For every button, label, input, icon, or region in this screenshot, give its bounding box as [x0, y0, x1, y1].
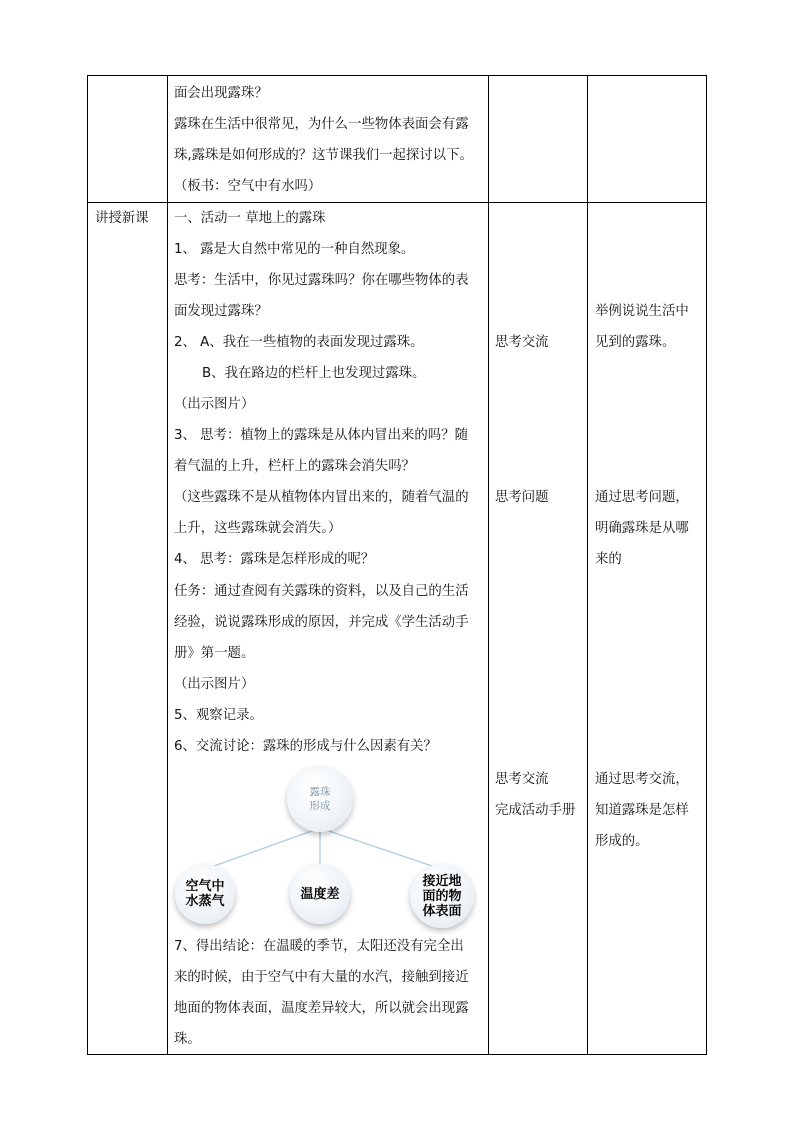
design-intent-line: 通过思考交流， [595, 772, 689, 787]
content-line: 地面的物体表面，温度差异较大，所以就会出现露 [174, 1001, 469, 1016]
design-intent-line: 形成的。 [595, 834, 649, 849]
diagram-node-label: 接近地 面的物 体表面 [422, 873, 462, 919]
design-intent-line: 见到的露珠。 [595, 335, 676, 350]
design-intent-line: 明确露珠是从哪 [595, 521, 689, 536]
content-line: 面会出现露珠？ [174, 86, 268, 101]
table-border-bottom [87, 1054, 707, 1055]
content-line: B、我在路边的栏杆上也发现过露珠。 [202, 366, 426, 381]
design-intent-line: 知道露珠是怎样 [595, 803, 689, 818]
content-line: 2、 A、我在一些植物的表面发现过露珠。 [174, 335, 424, 350]
diagram-center-label: 露珠 形成 [309, 786, 331, 812]
table-column-divider [488, 75, 489, 1055]
content-line: （这些露珠不是从植物体内冒出来的，随着气温的 [174, 490, 469, 505]
content-line: 思考：生活中，你见过露珠吗？你在哪些物体的表 [174, 273, 469, 288]
table-column-divider [167, 75, 168, 1055]
table-border-left [87, 75, 88, 1055]
content-line: 来的时候，由于空气中有大量的水汽，接触到接近 [174, 970, 469, 985]
content-line: 任务：通过查阅有关露珠的资料，以及自己的生活 [174, 584, 469, 599]
diagram-node [290, 864, 350, 924]
dew-formation-diagram [170, 762, 488, 932]
content-line: 一、活动一 草地上的露珠 [174, 211, 326, 226]
design-intent-line: 来的 [595, 552, 622, 567]
table-border-top [87, 75, 707, 76]
diagram-center-node [287, 766, 353, 832]
content-line: 珠。 [174, 1032, 201, 1047]
table-border-right [706, 75, 707, 1055]
stage-label: 讲授新课 [95, 211, 149, 226]
content-line: 1、 露是大自然中常见的一种自然现象。 [174, 242, 415, 257]
table-column-divider [587, 75, 588, 1055]
content-line: 着气温的上升，栏杆上的露珠会消失吗？ [174, 459, 416, 474]
content-line: 7、得出结论：在温暖的季节，太阳还没有完全出 [174, 939, 464, 954]
diagram-node [410, 864, 474, 928]
content-line: 经验，说说露珠形成的原因，并完成《学生活动手 [174, 615, 469, 630]
content-line: 露珠在生活中很常见，为什么一些物体表面会有露 [174, 117, 469, 132]
diagram-node-label: 温度差 [300, 886, 340, 902]
table-row-divider [87, 202, 707, 203]
student-activity: 思考问题 [495, 490, 549, 505]
diagram-node [175, 864, 235, 924]
content-line: 4、 思考：露珠是怎样形成的呢？ [174, 552, 375, 567]
design-intent-line: 举例说说生活中 [595, 304, 689, 319]
content-line: 6、交流讨论：露珠的形成与什么因素有关？ [174, 739, 437, 754]
student-activity: 思考交流 [495, 772, 549, 787]
content-line: 面发现过露珠？ [174, 304, 268, 319]
diagram-node-label: 空气中 水蒸气 [185, 879, 225, 909]
content-line: （板书：空气中有水吗） [174, 179, 322, 194]
student-activity: 完成活动手册 [495, 803, 576, 818]
content-line: 5、观察记录。 [174, 708, 263, 723]
content-line: 册》第一题。 [174, 646, 255, 661]
content-line: 珠,露珠是如何形成的？这节课我们一起探讨以下。 [174, 148, 473, 163]
student-activity: 思考交流 [495, 335, 549, 350]
content-line: 3、 思考：植物上的露珠是从体内冒出来的吗？随 [174, 428, 468, 443]
content-line: 上升，这些露珠就会消失。） [174, 521, 342, 536]
design-intent-line: 通过思考问题， [595, 490, 689, 505]
content-line: （出示图片） [174, 677, 255, 692]
content-line: （出示图片） [174, 397, 255, 412]
